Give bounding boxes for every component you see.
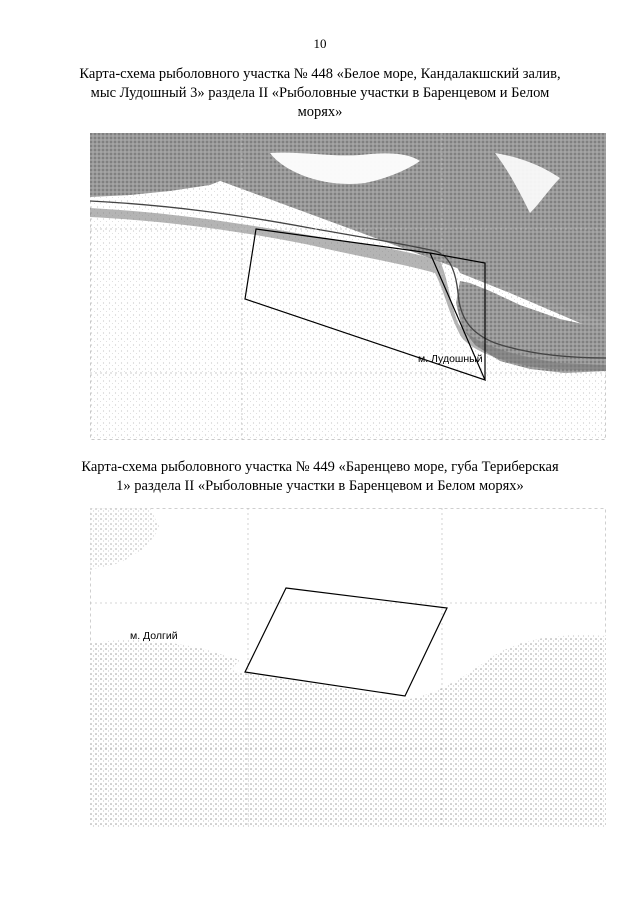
map-448: [90, 133, 606, 440]
map-448-place-label: м. Лудошный: [418, 353, 483, 365]
map-449: [90, 508, 606, 828]
page-number: 10: [313, 36, 327, 51]
map-449-place-label: м. Долгий: [130, 630, 178, 642]
map-449-title-line-2: 1» раздела II «Рыболовные участки в Баренцевом и Белом морях»: [116, 478, 524, 494]
map-449-drawing: [90, 508, 606, 828]
map-448-title-line-3: морях»: [297, 104, 343, 120]
map-448-title-line-1: Карта-схема рыболовного участка № 448 «Белое море, Кандалакшский залив,: [79, 66, 561, 82]
map-448-title: [70, 65, 570, 122]
map-449-title: [70, 458, 570, 496]
map-448-drawing: [90, 133, 606, 440]
map-448-title-line-2: мыс Лудошный 3» раздела II «Рыболовные участки в Баренцевом и Белом: [90, 85, 550, 101]
map-449-title-line-1: Карта-схема рыболовного участка № 449 «Баренцево море, губа Териберская: [81, 459, 559, 475]
